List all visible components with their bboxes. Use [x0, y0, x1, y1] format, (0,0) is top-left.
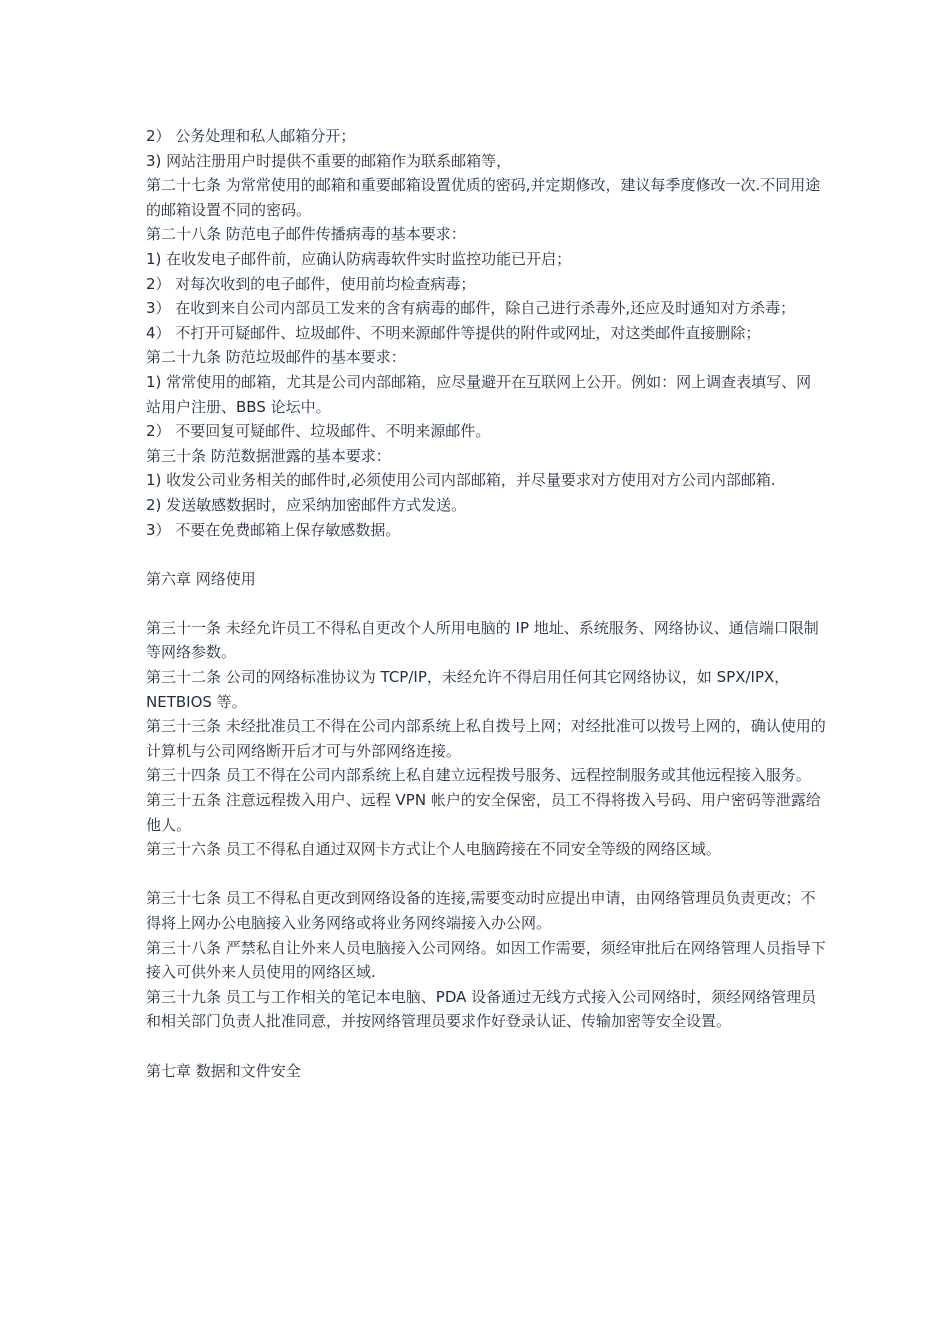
article-29: 第二十九条 防范垃圾邮件的基本要求：	[146, 348, 406, 367]
paragraph: 3） 不要在免费邮箱上保存敏感数据。	[146, 520, 401, 539]
blank-line	[146, 1034, 826, 1059]
article-35: 第三十五条 注意远程拨入用户、远程 VPN 帐户的安全保密，员工不得将拨入号码、用户密码等泄露给他人。	[146, 791, 821, 834]
paragraph: 2） 公务处理和私人邮箱分开；	[146, 127, 356, 145]
document-body	[146, 124, 826, 1083]
paragraph: 2） 对每次收到的电子邮件，使用前均检查病毒；	[146, 274, 476, 293]
article-30: 第三十条 防范数据泄露的基本要求：	[146, 446, 391, 465]
article-36: 第三十六条 员工不得私自通过双网卡方式让个人电脑跨接在不同安全等级的网络区域。	[146, 840, 721, 859]
paragraph: 2) 发送敏感数据时，应采纳加密邮件方式发送。	[146, 495, 467, 514]
article-34: 第三十四条 员工不得在公司内部系统上私自建立远程拨号服务、远程控制服务或其他远程接入服务。	[146, 766, 811, 785]
article-31: 第三十一条 未经允许员工不得私自更改个人所用电脑的 IP 地址、系统服务、网络协议、通信端口限制等网络参数。	[146, 618, 819, 662]
blank-line	[146, 862, 826, 887]
paragraph: 1) 在收发电子邮件前，应确认防病毒软件实时监控功能已开启；	[146, 249, 572, 268]
article-27: 第二十七条 为常常使用的邮箱和重要邮箱设置优质的密码,并定期修改，建议每季度修改一次.不同用途的邮箱设置不同的密码。	[146, 176, 821, 219]
paragraph: 1) 常常使用的邮箱，尤其是公司内部邮箱，应尽量避开在互联网上公开。例如：网上调查表填写、网站用户注册、BBS 论坛中。	[146, 372, 812, 416]
chapter-6-heading: 第六章 网络使用	[146, 569, 256, 588]
paragraph: 1) 收发公司业务相关的邮件时,必须使用公司内部邮箱，并尽量要求对方使用对方公司内部邮箱.	[146, 471, 776, 490]
blank-line	[146, 542, 826, 567]
article-33: 第三十三条 未经批准员工不得在公司内部系统上私自拨号上网；对经批准可以拨号上网的，确认使用的计算机与公司网络断开后才可与外部网络连接。	[146, 717, 826, 760]
article-38: 第三十八条 严禁私自让外来人员电脑接入公司网络。如因工作需要，须经审批后在网络管理人员指导下接入可供外来人员使用的网络区域.	[146, 938, 826, 982]
paragraph: 3) 网站注册用户时提供不重要的邮箱作为联系邮箱等，	[146, 151, 512, 170]
article-28: 第二十八条 防范电子邮件传播病毒的基本要求：	[146, 225, 466, 244]
article-37: 第三十七条 员工不得私自更改到网络设备的连接,需要变动时应提出申请，由网络管理员负责更改；不得将上网办公电脑接入业务网络或将业务网终端接入办公网。	[146, 889, 816, 932]
article-32: 第三十二条 公司的网络标准协议为 TCP/IP，未经允许不得启用任何其它网络协议，如 SPX/IPX，NETBIOS 等。	[146, 668, 790, 711]
chapter-7-heading: 第七章 数据和文件安全	[146, 1061, 301, 1080]
paragraph: 4） 不打开可疑邮件、垃圾邮件、不明来源邮件等提供的附件或网址，对这类邮件直接删除；	[146, 323, 761, 342]
paragraph: 3） 在收到来自公司内部员工发来的含有病毒的邮件，除自己进行杀毒外,还应及时通知对方杀毒；	[146, 299, 796, 318]
article-39: 第三十九条 员工与工作相关的笔记本电脑、PDA 设备通过无线方式接入公司网络时，须经网络管理员和相关部门负责人批准同意，并按网络管理员要求作好登录认证、传输加密等安全设置。	[146, 987, 817, 1031]
blank-line	[146, 591, 826, 616]
paragraph: 2） 不要回复可疑邮件、垃圾邮件、不明来源邮件。	[146, 422, 491, 441]
